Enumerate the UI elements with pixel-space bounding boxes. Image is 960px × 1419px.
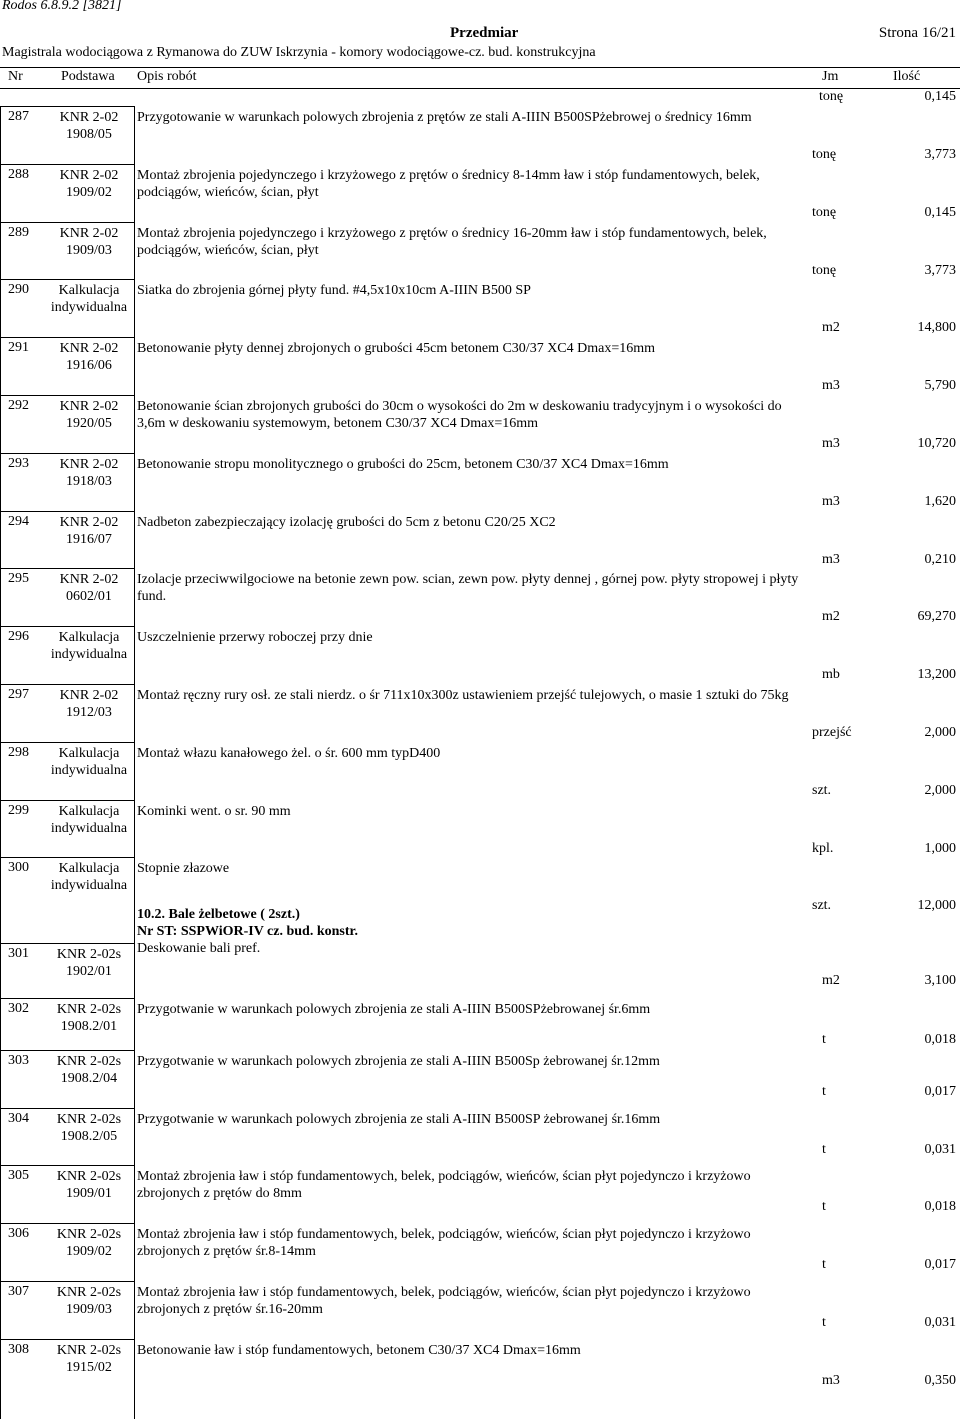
row-code: Kalkulacja [58,630,120,645]
col-unit: Jm [822,69,839,84]
row-separator [0,222,134,223]
row-number: 289 [8,225,29,240]
row-code-detail: 1908/05 [66,127,112,142]
row-number: 304 [8,1111,29,1126]
row-unit: m3 [822,378,840,393]
row-description: Montaż zbrojenia ław i stóp fundamentowych, belek, podciągów, wieńców, ścian płyt pojedynczo i krzyżowo zbrojonych z prętów śr.16-20mm [137,1285,751,1317]
row-separator [0,106,134,107]
row-unit: m3 [822,494,840,509]
row-code: KNR 2-02 [59,399,119,414]
table-left-rule [0,106,1,1419]
row-quantity: 3,773 [924,263,956,278]
first-row-qty: 0,145 [924,89,956,104]
row-number: 298 [8,745,29,760]
row-separator [0,568,134,569]
row-quantity: 0,145 [924,205,956,220]
row-code-detail: 1909/02 [66,1244,112,1259]
row-quantity: 0,031 [924,1315,956,1330]
row-number: 293 [8,456,29,471]
row-description: Przygotowanie w warunkach polowych zbrojenia z prętów ze stali A-IIIN B500SPżebrowej o średnicy 16mm [137,110,752,125]
row-number: 303 [8,1053,29,1068]
row-code: Kalkulacja [58,804,120,819]
row-separator [0,453,134,454]
row-unit: mb [822,667,840,682]
row-code: Kalkulacja [58,861,120,876]
row-quantity: 10,720 [917,436,956,451]
row-number: 302 [8,1001,29,1016]
col-desc: Opis robót [137,69,197,84]
row-code-detail: 1908.2/05 [60,1129,118,1144]
row-number: 287 [8,109,29,124]
row-separator [0,1108,134,1109]
row-separator [0,1165,134,1166]
row-number: 296 [8,629,29,644]
row-code: Kalkulacja [58,283,120,298]
row-separator [0,337,134,338]
row-description: Przygotwanie w warunkach polowych zbrojenia ze stali A-IIIN B500Sp żebrowanej śr.12mm [137,1054,660,1069]
row-code-detail: 1916/07 [66,532,112,547]
row-description: Kominki went. o sr. 90 mm [137,804,291,819]
row-unit: m2 [822,320,840,335]
row-quantity: 3,100 [924,973,956,988]
row-separator [0,684,134,685]
row-unit: t [822,1084,826,1099]
row-quantity: 0,210 [924,552,956,567]
row-code: KNR 2-02 [59,341,119,356]
row-code-detail: indywidualna [50,878,128,893]
row-code: KNR 2-02s [56,1112,122,1127]
row-code: KNR 2-02 [59,226,119,241]
row-number: 292 [8,398,29,413]
table-basis-rule [134,106,135,1419]
row-quantity: 0,350 [924,1373,956,1388]
row-code-detail: indywidualna [50,821,128,836]
first-row-unit: tonę [819,89,844,104]
row-separator [0,164,134,165]
project-subtitle: Magistrala wodociągowa z Rymanowa do ZUW Iskrzynia - komory wodociągowe-cz. bud. konstrukcyjna [2,45,596,60]
row-quantity: 0,018 [924,1032,956,1047]
row-code-detail: 1909/03 [66,1302,112,1317]
row-code-detail: 1908.2/04 [60,1071,118,1086]
col-nr: Nr [8,69,23,84]
row-number: 288 [8,167,29,182]
row-code-detail: 1920/05 [66,416,112,431]
row-quantity: 0,017 [924,1257,956,1272]
row-number: 308 [8,1342,29,1357]
row-unit: t [822,1257,826,1272]
column-header [0,67,960,89]
row-separator [0,395,134,396]
row-unit: t [822,1315,826,1330]
row-code-detail: indywidualna [50,300,128,315]
row-description: Montaż zbrojenia pojedynczego i krzyżowego z prętów o średnicy 8-14mm ław i stóp fundamentowych, belek, podciągów, wieńców, ścian, płyt [137,168,760,200]
row-code: KNR 2-02 [59,688,119,703]
row-separator [0,742,134,743]
row-description: Montaż zbrojenia pojedynczego i krzyżowego z prętów o średnicy 16-20mm ław i stóp fundamentowych, belek, podciągów, wieńców, ścian, płyt [137,226,767,258]
row-description: Betonowanie płyty dennej zbrojonych o grubości 45cm betonem C30/37 XC4 Dmax=16mm [137,341,656,356]
row-number: 295 [8,571,29,586]
row-separator [0,1050,134,1051]
row-code-detail: 1909/02 [66,185,112,200]
row-code-detail: 1916/06 [66,358,112,373]
row-code: KNR 2-02s [56,1227,122,1242]
row-code-detail: indywidualna [50,647,128,662]
row-quantity: 69,270 [917,609,956,624]
row-quantity: 5,790 [924,378,956,393]
row-quantity: 1,000 [924,841,956,856]
row-separator [0,1223,134,1224]
row-description: Montaż ręczny rury osł. ze stali nierdz. o śr 711x10x300z ustawieniem przejść tulejowych, o masie 1 sztuki do 75kg [137,688,789,703]
row-number: 305 [8,1168,29,1183]
row-code-detail: 1918/03 [66,474,112,489]
row-description: Uszczelnienie przerwy roboczej przy dnie [137,630,373,645]
row-number: 307 [8,1284,29,1299]
row-code-detail: 1912/03 [66,705,112,720]
row-description: Deskowanie bali pref. [137,941,261,956]
row-description: Stopnie złazowe [137,861,230,876]
row-unit: m3 [822,552,840,567]
row-unit: kpl. [812,841,834,856]
row-quantity: 14,800 [917,320,956,335]
row-code-detail: 1902/01 [66,964,112,979]
col-basis: Podstawa [61,69,115,84]
row-code: KNR 2-02s [56,1169,122,1184]
row-unit: tonę [812,147,837,162]
row-code-detail: 0602/01 [66,589,112,604]
row-code-detail: 1915/02 [66,1360,112,1375]
row-description: Betonowanie ław i stóp fundamentowych, betonem C30/37 XC4 Dmax=16mm [137,1343,581,1358]
row-quantity: 1,620 [924,494,956,509]
row-code: KNR 2-02 [59,168,119,183]
row-number: 301 [8,946,29,961]
row-number: 300 [8,860,29,875]
row-code: KNR 2-02s [56,1054,122,1069]
row-unit: t [822,1032,826,1047]
row-separator [0,943,134,944]
row-description: Przygotwanie w warunkach polowych zbrojenia ze stali A-IIIN B500SPżebrowanej śr.6mm [137,1002,651,1017]
row-code-detail: indywidualna [50,763,128,778]
row-code-detail: 1909/01 [66,1186,112,1201]
section-title: 10.2. Bale żelbetowe ( 2szt.) [137,907,300,922]
row-number: 290 [8,282,29,297]
document-title: Przedmiar [450,25,519,41]
row-separator [0,998,134,999]
row-separator [0,511,134,512]
row-unit: szt. [812,898,832,913]
page-number: Strona 16/21 [878,25,956,41]
row-description: Montaż zbrojenia ław i stóp fundamentowych, belek, podciągów, wieńców, ścian płyt pojedynczo i krzyżowo zbrojonych z prętów śr.8-14mm [137,1227,751,1259]
row-code: Kalkulacja [58,746,120,761]
row-code: KNR 2-02 [59,457,119,472]
app-version: Rodos 6.8.9.2 [3821] [2,0,122,13]
row-unit: tonę [812,263,837,278]
row-quantity: 12,000 [917,898,956,913]
row-unit: t [822,1199,826,1214]
row-separator [0,1339,134,1340]
section-spec: Nr ST: SSPWiOR-IV cz. bud. konstr. [137,924,358,939]
row-quantity: 3,773 [924,147,956,162]
row-description: Siatka do zbrojenia górnej płyty fund. #4,5x10x10cm A-IIIN B500 SP [137,283,531,298]
row-quantity: 2,000 [924,725,956,740]
row-code-detail: 1908.2/01 [60,1019,118,1034]
row-number: 294 [8,514,29,529]
row-quantity: 0,017 [924,1084,956,1099]
row-description: Betonowanie stropu monolitycznego o grubości do 25cm, betonem C30/37 XC4 Dmax=16mm [137,457,669,472]
row-description: Przygotwanie w warunkach polowych zbrojenia ze stali A-IIIN B500SP żebrowanej śr.16mm [137,1112,661,1127]
row-description: Montaż włazu kanałowego żel. o śr. 600 mm typD400 [137,746,441,761]
row-quantity: 0,018 [924,1199,956,1214]
row-description: Betonowanie ścian zbrojonych grubości do 30cm o wysokości do 2m w deskowaniu tradycyjnym i o wysokości do 3,6m w deskowaniu systemowym, betonem C30/37 XC4 Dmax=16mm [137,399,782,431]
row-description: Nadbeton zabezpieczający izolację grubości do 5cm z betonu C20/25 XC2 [137,515,556,530]
row-number: 299 [8,803,29,818]
row-code: KNR 2-02 [59,515,119,530]
row-quantity: 13,200 [917,667,956,682]
row-number: 306 [8,1226,29,1241]
row-unit: t [822,1142,826,1157]
row-quantity: 0,031 [924,1142,956,1157]
row-unit: m2 [822,973,840,988]
row-number: 297 [8,687,29,702]
row-unit: m3 [822,1373,840,1388]
row-unit: szt. [812,783,832,798]
row-separator [0,857,134,858]
row-separator [0,626,134,627]
row-code: KNR 2-02s [56,947,122,962]
row-number: 291 [8,340,29,355]
col-qty: Ilość [893,69,921,84]
row-description: Izolacje przeciwwilgociowe na betonie zewn pow. scian, zewn pow. płyty dennej , górnej pow. płyty stropowej i płyty fund. [137,572,799,604]
row-separator [0,800,134,801]
row-separator [0,279,134,280]
row-code: KNR 2-02 [59,110,119,125]
row-unit: tonę [812,205,837,220]
row-unit: przejść [812,725,852,740]
row-code-detail: 1909/03 [66,243,112,258]
row-separator [0,1281,134,1282]
row-unit: m3 [822,436,840,451]
row-code: KNR 2-02s [56,1285,122,1300]
row-quantity: 2,000 [924,783,956,798]
row-unit: m2 [822,609,840,624]
row-code: KNR 2-02 [59,572,119,587]
row-code: KNR 2-02s [56,1002,122,1017]
row-code: KNR 2-02s [56,1343,122,1358]
row-description: Montaż zbrojenia ław i stóp fundamentowych, belek, podciągów, wieńców, ścian płyt pojedynczo i krzyżowo zbrojonych z prętów do 8mm [137,1169,751,1201]
